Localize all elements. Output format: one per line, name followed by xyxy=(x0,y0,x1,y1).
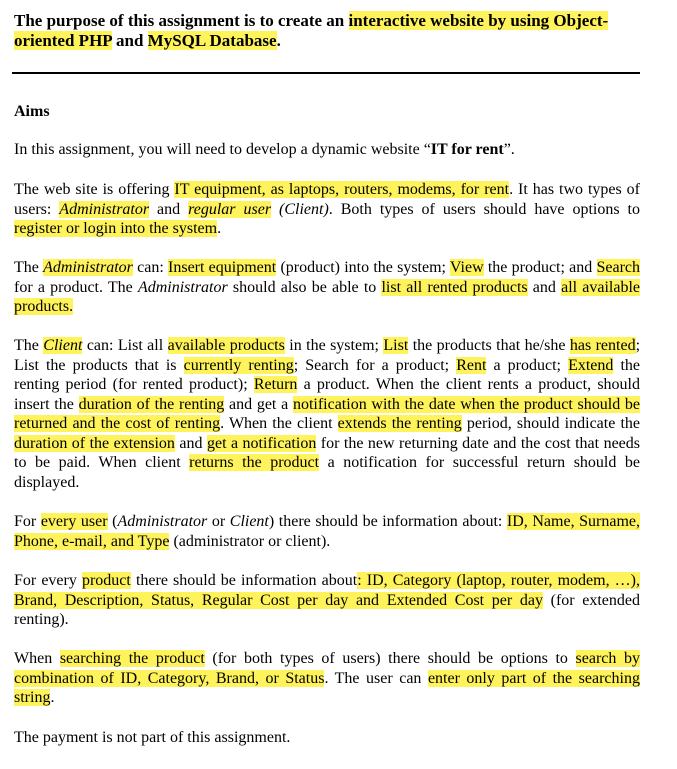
text: and xyxy=(527,278,562,296)
text: and xyxy=(111,31,148,50)
paragraph-search xyxy=(14,649,640,708)
highlight: duration of the renting xyxy=(78,395,225,413)
highlight: currently renting xyxy=(183,356,294,374)
highlight: MySQL Database xyxy=(147,31,277,50)
text: ; List the products that is xyxy=(14,337,641,374)
highlight: Client xyxy=(43,337,83,354)
text: For every xyxy=(14,572,82,589)
highlight: Administrator xyxy=(43,259,133,276)
text: ”. xyxy=(503,141,515,158)
text: (administrator or client). xyxy=(169,532,331,550)
highlight: all available products. xyxy=(14,278,641,315)
paragraph-intro xyxy=(14,140,640,160)
highlight: View xyxy=(449,259,484,276)
text: Administrator xyxy=(137,278,228,296)
highlight: available products xyxy=(167,337,285,354)
text: ; Search for a product; xyxy=(293,356,457,374)
horizontal-rule xyxy=(12,72,640,74)
text: ( xyxy=(107,513,118,530)
text: can: xyxy=(132,259,169,276)
highlight: returns the product xyxy=(189,454,320,471)
highlight: Administrator xyxy=(59,200,150,218)
highlight: enter only part of the searching string xyxy=(14,669,640,706)
text: the renting period (for rented product); xyxy=(14,356,641,393)
paragraph-user-info xyxy=(14,512,640,551)
highlight: extends the renting xyxy=(337,415,462,432)
text: . It has two types of users: xyxy=(14,181,641,218)
text: there should be information about xyxy=(130,572,358,589)
text: (Client) xyxy=(271,200,329,218)
text: For xyxy=(14,513,41,530)
text: for the new returning date and the cost that needs to be paid. When client xyxy=(14,434,640,471)
text: Client xyxy=(229,513,269,530)
highlight: Return xyxy=(253,376,298,393)
text: the product; and xyxy=(483,259,597,276)
highlight: IT equipment, as laptops, routers, modems, for rent xyxy=(174,181,510,198)
text: for a product. The xyxy=(14,278,138,296)
text: . xyxy=(217,220,222,237)
text: can: List all xyxy=(82,337,168,354)
text: . When the client xyxy=(220,415,338,432)
text: In this assignment, you will need to develop a dynamic website “ xyxy=(14,141,431,158)
highlight: Insert equipment xyxy=(168,259,277,276)
text: (for both types of users) there should be options to xyxy=(204,650,576,667)
paragraph-product-info xyxy=(14,571,640,630)
paragraph-administrator xyxy=(14,258,640,317)
text: The xyxy=(14,337,44,354)
highlight: get a notification xyxy=(206,434,317,452)
text: or xyxy=(207,513,230,530)
assignment-purpose xyxy=(14,11,640,51)
text: and xyxy=(149,200,189,218)
text: a product. When the client rents a product, should insert the xyxy=(14,376,640,413)
highlight: List xyxy=(383,337,409,354)
paragraph-payment xyxy=(14,728,640,748)
highlight: notification with the date when the product should be returned and the cost of renting xyxy=(14,395,641,432)
highlight: list all rented products xyxy=(381,278,528,296)
highlight: duration of the extension xyxy=(14,434,175,452)
text: When xyxy=(14,650,60,667)
highlight: has rented xyxy=(569,337,636,354)
text: period, should indicate the xyxy=(461,415,641,432)
text: Administrator xyxy=(117,513,208,530)
site-name: IT for rent xyxy=(430,141,504,158)
text: should also be able to xyxy=(227,278,382,296)
text: ) there should be information about: xyxy=(268,513,507,530)
text: the products that he/she xyxy=(408,337,570,354)
highlight: ID, Name, Surname, Phone, e-mail, and Type xyxy=(14,513,641,550)
highlight: searching the product xyxy=(59,650,205,667)
highlight: Search xyxy=(596,259,641,276)
text: in the system; xyxy=(284,337,384,354)
highlight: register or login into the system xyxy=(14,220,218,237)
highlight: Extend xyxy=(568,356,614,374)
text: (product) into the system; xyxy=(276,259,450,276)
text: The web site is offering xyxy=(14,181,175,198)
highlight: search by combination of ID, Category, Brand, or Status xyxy=(14,650,640,687)
highlight: interactive website by using Object-oriented PHP xyxy=(14,11,609,50)
text: (for extended renting). xyxy=(14,591,641,628)
text: . Both types of users should have options to xyxy=(328,200,641,218)
text: The purpose of this assignment is to create an xyxy=(14,11,349,30)
highlight: Rent xyxy=(456,356,487,374)
text: . xyxy=(276,31,281,50)
paragraph-client xyxy=(14,336,640,492)
aims-heading: Aims xyxy=(14,103,50,120)
highlight: every user xyxy=(40,513,108,530)
text: a product; xyxy=(486,356,569,374)
text: a notification for successful return should be displayed. xyxy=(14,454,640,491)
text: The payment is not part of this assignment. xyxy=(14,729,291,746)
highlight: product xyxy=(81,572,131,589)
text: and xyxy=(174,434,207,452)
text: The xyxy=(14,259,44,276)
highlight: : ID, Category (laptop, router, modem, …), Brand, Description, Status, Regular Cost per day and Extended Cost per day xyxy=(14,572,640,609)
text: . xyxy=(50,689,55,706)
text: and get a xyxy=(224,395,293,413)
text: . The user can xyxy=(324,669,428,687)
paragraph-website xyxy=(14,180,640,239)
highlight: regular user xyxy=(188,200,272,218)
